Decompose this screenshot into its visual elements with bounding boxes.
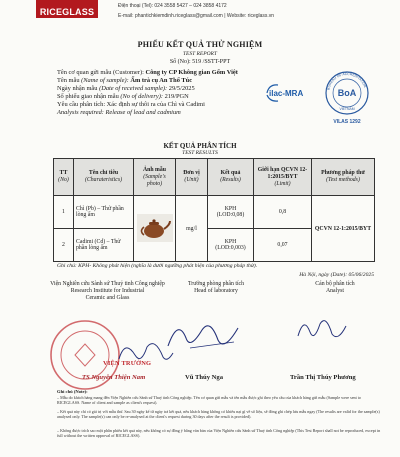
col-limit: Giới hạn QCVN 12-1:2015/BYT (Limit) (254, 159, 312, 196)
signatory-director-block (50, 281, 165, 302)
row-no: 2 (54, 229, 74, 262)
sample-label: Tên mẫu (57, 77, 80, 84)
ilac-mra-text: ilac-MRA (269, 89, 304, 98)
director-stamp-title: VIỆN TRƯỞNG (103, 360, 152, 367)
issue-date: Hà Nội, ngày (Date): 05/06/2025 (299, 272, 374, 278)
delivery-label-en: (No of delivery): (120, 93, 163, 100)
header-phone: Điện thoại (Tel): 024 3558 5427 – 024 3858 4172 (118, 3, 227, 9)
delivery-value: 219/PGN (164, 93, 189, 100)
analyst-title-vi: Cán bộ phân tích (315, 281, 355, 287)
col-photo: Ảnh mẫu (Sample's photo) (134, 159, 176, 196)
director-name: TS Nguyễn Thiện Nam (82, 374, 146, 381)
director-org-en2: Ceramic and Glass (85, 295, 130, 301)
date-received-line (57, 85, 195, 93)
customer-line (57, 69, 238, 77)
col-unit: Đơn vị (Unit) (176, 159, 208, 196)
delivery-line (57, 93, 189, 101)
footnote-title: Ghi chú (Note): (57, 389, 88, 394)
head-title-vi: Trưởng phòng phân tích (187, 281, 245, 287)
footnote-2: – Kết quả này chỉ có giá trị với mẫu thử. Sau 30 ngày kể từ ngày trả kết quả, nếu khách hàng không có khiếu nại gì về số liệu, sẽ đóng ghi chép lưu mẫu ngay (The results are valid for the sample(s) analysed only. The sample(s) can only be re-analysed at the client's request during 30 days after the result is provided). (57, 409, 380, 419)
director-org-vi: Viện Nghiên cứu Sành sứ Thuỷ tinh Công nghiệp (50, 281, 165, 287)
boa-accreditation-seal (322, 70, 372, 126)
col-characteristics: Tên chỉ tiêu (Charateristics) (74, 159, 134, 196)
header-email-website: E-mail: phantichkiemdinh.riceglass@gmail.com | Website: riceglass.vn (118, 13, 275, 19)
sample-label-en: (Name of sample): (81, 77, 129, 84)
boa-ring-text: BUREAU OF ACCREDITATION (326, 71, 368, 91)
teapot-photo (137, 214, 173, 242)
results-note: Ghi chú: KPH- Không phát hiện (nghĩa là dưới ngưỡng phát hiện của phương pháp thử). (57, 263, 258, 269)
head-name: Vũ Thúy Nga (185, 374, 223, 381)
director-org-en1: Research Institute for Industrial (70, 288, 145, 294)
col-method: Phương pháp thử (Test methods) (312, 159, 375, 196)
logo-wordmark: RICEGLASS (36, 6, 98, 18)
date-received-label-en: (Date of received sample): (99, 85, 168, 92)
method-cell: QCVN 12-1:2015/BYT (312, 196, 375, 262)
footnote-1: – Mẫu do khách hàng mang đến Viện Nghiên cứu Sành sứ Thuỷ tinh Công nghiệp. Tên cơ quan gửi mẫu và tên mẫu được ghi theo yêu cầu của khách hàng gửi mẫu (Sample were sent to RICEGLASS. Name of client and sample as client's request). (57, 395, 361, 405)
unit-cell: mg/l (176, 196, 208, 262)
request-en: Analysis required: Release of lead and cadmium (57, 109, 181, 116)
customer-label: Tên cơ quan gửi mẫu (Customer): (57, 69, 144, 76)
row-name: Cadimi (Cd) – Thử phần lòng ấm (74, 229, 134, 262)
riceglass-logo (36, 0, 98, 20)
results-title-vi: KẾT QUẢ PHÂN TÍCH (163, 142, 237, 150)
date-received-label: Ngày nhận mẫu (57, 85, 98, 92)
result-cell: KPH (LOD:0,003) (208, 229, 254, 262)
col-results: Kết quả (Results) (208, 159, 254, 196)
sample-value: Ấm trà cụ An Thổ Túc (130, 77, 193, 84)
boa-country-text: VIETNAM (339, 107, 355, 111)
report-title-vi: PHIẾU KẾT QUẢ THỬ NGHIỆM (137, 40, 263, 49)
delivery-label: Số phiếu giao nhận mẫu (57, 93, 119, 100)
result-cell: KPH (LOD:0,08) (208, 196, 254, 229)
signatory-head-block (166, 281, 266, 295)
request-vi: Yêu cầu phân tích: Xác định sự thôi ra của Chì và Cadimi (57, 101, 205, 108)
limit-cell: 0,8 (254, 196, 312, 229)
results-title-en: TEST RESULTS (182, 150, 218, 156)
analyst-signature (292, 312, 352, 346)
sample-photo-cell (134, 196, 176, 262)
footnote-3: – Không được trích sao một phần phiếu kết quả này, nếu không có sự đồng ý bằng văn bản của Viện Nghiên cứu Sành sứ Thuỷ tinh Công nghiệp (This Test Report shall not be reproduced, except in full without the written approval of RICEGLASS). (57, 428, 381, 438)
letterhead (0, 0, 400, 26)
col-no: TT (No) (54, 159, 74, 196)
vilas-number: VILAS 1292 (333, 119, 361, 125)
date-received-value: 29/5/2025 (168, 85, 195, 92)
analyst-name: Trần Thị Thúy Phương (290, 374, 356, 381)
row-name: Chì (Pb) – Thử phần lòng ấm (74, 196, 134, 229)
results-table (53, 158, 375, 262)
report-number: Số (No): 519 /SSTT-PPT (169, 59, 231, 65)
limit-cell: 0,07 (254, 229, 312, 262)
table-row (54, 196, 375, 229)
report-title-en: TEST REPORT (183, 51, 217, 57)
customer-value: Công ty CP Không gian Gốm Việt (145, 69, 238, 76)
ilac-mra-logo (263, 81, 319, 105)
head-title-en: Head of laboratory (194, 288, 238, 294)
sample-line (57, 77, 192, 85)
boa-center-text: BoA (337, 88, 357, 98)
signatory-analyst-block (290, 281, 380, 295)
row-no: 1 (54, 196, 74, 229)
analyst-title-en: Analyst (325, 288, 345, 294)
results-header-row (54, 159, 375, 196)
